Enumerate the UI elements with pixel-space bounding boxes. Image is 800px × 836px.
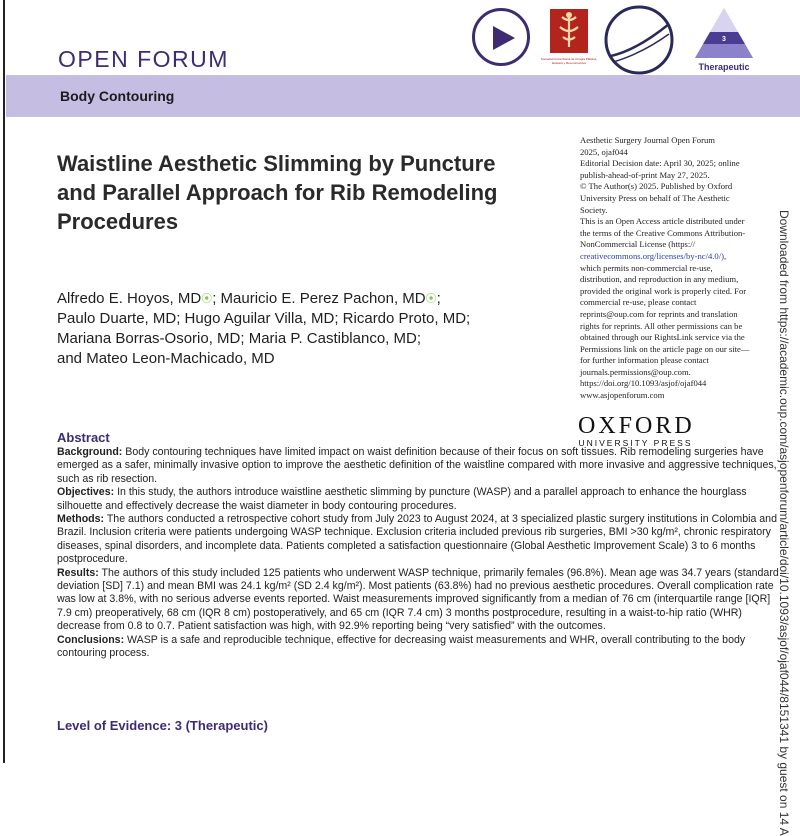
author-line: and Mateo Leon-Machicado, MD <box>57 350 275 367</box>
sidebar-line: distribution, and reproduction in any medium, <box>580 274 739 285</box>
sidebar-line: © The Author(s) 2025. Published by Oxford <box>580 181 733 192</box>
oxford-university-press-logo <box>578 414 693 448</box>
author-line: Paulo Duarte, MD; Hugo Aguilar Villa, MD; Ricardo Proto, MD; <box>57 310 471 327</box>
orcid-icon[interactable]: ⦿ <box>201 293 213 305</box>
open-forum-brand: OPEN FORUM <box>58 46 229 72</box>
abstract-results: Results: The authors of this study included 125 patients who underwent WASP technique, primarily females (96.8%). Mean age was 34.7 years (standard deviation [SD] 7.1) and mean BMI was 24.1 kg/m² (SD 2.4 kg/m²). Most patients (63.8%) had no previous aesthetic procedures. Overall complication rate was low at 3.8%, with no serious adverse events reported. Waist measurements improved significantly from a median of 76 cm (interquartile range [IQR] 7.9 cm) preoperatively, 68 cm (IQR 8 cm) postoperatively, and 65 cm (IQR 7.4 cm) 3 months postprocedure, resulting in a waist-to-hip ratio (WHR) decrease from 0.8 to 0.7. Patient satisfaction was high, with 92.9% reporting being “very satisfied” with the outcomes. <box>57 566 779 633</box>
abstract-background: Background: Body contouring techniques have limited impact on waist definition because of their focus on soft tissues. Rib remodeling surgeries have emerged as a safer, minimally invasive option to improve the aesthetic definition of the waistline compared with more invasive and aggressive techniques, such as rib resection. <box>57 446 777 485</box>
sidebar-line: Aesthetic Surgery Journal Open Forum <box>580 135 715 145</box>
sidebar-line: obtained through our RightsLink service via the <box>580 332 745 343</box>
author-name: ; Mauricio E. Perez Pachon, MD <box>212 290 426 307</box>
sidebar-line: journals.permissions@oup.com. <box>580 366 691 377</box>
seal-caption: Sociedad Colombiana de Cirugía Plástica, Estética y Reconstructiva <box>540 57 598 65</box>
page-edge-rule <box>3 0 5 763</box>
author-list <box>57 289 537 369</box>
oup-logo-main: OXFORD <box>578 413 695 439</box>
sidebar-line: rights for reprints. All other permissions can be <box>580 320 743 331</box>
level-of-evidence: Level of Evidence: 3 (Therapeutic) <box>57 718 268 733</box>
sidebar-line: reprints@oup.com for reprints and translation <box>580 308 738 319</box>
article-title: Waistline Aesthetic Slimming by Puncture and Parallel Approach for Rib Remodeling Procedures <box>57 151 498 234</box>
sidebar-line: which permits non-commercial re-use, <box>580 262 713 273</box>
oup-logo-sub: UNIVERSITY PRESS <box>578 438 693 448</box>
sidebar-line: Permissions link on the article page on our site— <box>580 343 750 354</box>
author-name: Alfredo E. Hoyos, MD <box>57 290 202 307</box>
sidebar-line: 2025, ojaf044 <box>580 146 628 157</box>
journal-logo <box>603 4 675 76</box>
play-icon <box>489 24 517 52</box>
abstract-body <box>57 446 779 661</box>
doi-link[interactable]: https://doi.org/10.1093/asjof/ojaf044 <box>580 378 707 389</box>
download-watermark: Downloaded from https://academic.oup.com/asjopenforum/article/doi/10.1093/asjof/ojaf044/8151341 by guest on 14 A <box>777 210 791 836</box>
author-separator: ; <box>436 290 441 307</box>
author-line: Mariana Borras-Osorio, MD; Maria P. Castiblanco, MD; <box>57 330 421 347</box>
abstract-conclusions: Conclusions: WASP is a safe and reproducible technique, effective for decreasing waist measurements and WHR, overall contributing to the body contouring process. <box>57 633 746 660</box>
sidebar-line: NonCommercial License (https:// <box>580 239 696 250</box>
sidebar-line: This is an Open Access article distributed under <box>580 216 745 227</box>
orcid-icon[interactable]: ⦿ <box>425 293 437 305</box>
sidebar-line: Society. <box>580 204 608 215</box>
license-link[interactable]: creativecommons.org/licenses/by-nc/4.0/), <box>580 250 727 261</box>
sidebar-line: commercial re-use, please contact <box>580 297 697 308</box>
section-band <box>6 75 800 117</box>
journal-website-link[interactable]: www.asjopenforum.com <box>580 390 665 401</box>
level-badge-label: Therapeutic <box>698 62 750 72</box>
sidebar-line: publish-ahead-of-print May 27, 2025. <box>580 169 710 180</box>
sidebar-line: the terms of the Creative Commons Attribution- <box>580 227 746 238</box>
pyramid-level-number: 3 <box>722 36 726 43</box>
sidebar-line: University Press on behalf of The Aesthetic <box>580 192 730 203</box>
abstract-objectives: Objectives: In this study, the authors introduce waistline aesthetic slimming by puncture (WASP) and a parallel approach to enhance the hourglass silhouette and effectively decrease the waist diameter in body contouring procedures. <box>57 486 747 512</box>
section-label: Body Contouring <box>60 88 175 104</box>
abstract-heading: Abstract <box>57 430 110 445</box>
level-pyramid-icon <box>693 6 755 60</box>
sidebar-line: provided the original work is properly cited. For <box>580 285 747 296</box>
publication-info-sidebar <box>580 135 766 402</box>
sidebar-line: Editorial Decision date: April 30, 2025; online <box>580 158 740 169</box>
abstract-methods: Methods: The authors conducted a retrospective cohort study from July 2023 to August 2024, at 3 specialized plastic surgery institutions in Colombia and Brazil. Inclusion criteria were patients undergoing WASP technique. Exclusion criteria included previous rib surgeries, BMI >30 kg/m², chronic respiratory diseases, spinal disorders, and incomplete data. Patients completed a satisfaction questionnaire (Global Aesthetic Improvement Scale) 3 to 6 months postprocedure. <box>57 513 777 566</box>
sidebar-line: for further information please contact <box>580 355 709 366</box>
play-video-button[interactable] <box>472 8 530 66</box>
